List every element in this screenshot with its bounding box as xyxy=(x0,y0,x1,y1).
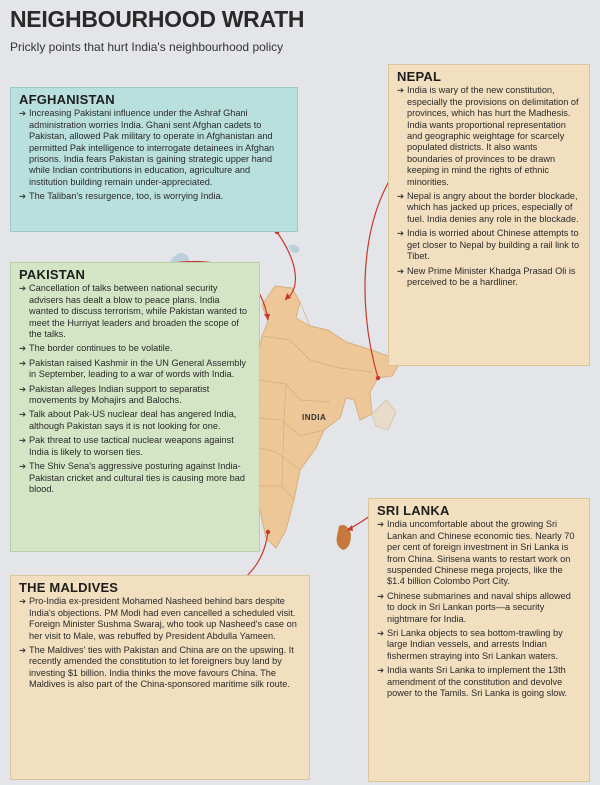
page-subtitle: Prickly points that hurt India's neighbourhood policy xyxy=(10,40,284,54)
list-item xyxy=(397,191,581,225)
arrow-right-icon: ➔ xyxy=(397,228,405,239)
list-item xyxy=(19,191,289,202)
item-text: Cancellation of talks between national security advisers has dealt a blow to peace plans. India wanted to discuss terrorism, while Pakistan wanted to meet the Hurriyat leaders and broaden the scope of the talks. xyxy=(29,283,248,340)
arrow-right-icon: ➔ xyxy=(19,343,27,354)
item-text: India wants Sri Lanka to implement the 13th amendment of the constitution and devolve power to the Tamils. Sri Lanka is going slow. xyxy=(387,665,568,699)
list-item xyxy=(19,409,251,432)
list-item xyxy=(377,519,581,587)
item-text: Sri Lanka objects to sea bottom-trawling by large Indian vessels, and arrests Indian fishermen straying into Sri Lankan waters. xyxy=(387,628,563,661)
item-text: The border continues to be volatile. xyxy=(29,343,173,354)
list-item xyxy=(19,645,301,691)
item-text: The Shiv Sena's aggressive posturing against India-Pakistan cricket and cultural ties is causing more bad blood. xyxy=(29,461,246,494)
list-item xyxy=(19,461,251,495)
item-text: Pakistan alleges Indian support to separatist movements by Mohajirs and Balochs. xyxy=(29,383,210,406)
arrow-right-icon: ➔ xyxy=(397,265,405,276)
list-item xyxy=(19,108,289,188)
item-text: The Taliban's resurgence, too, is worrying India. xyxy=(29,191,224,202)
item-text: Pakistan raised Kashmir in the UN General Assembly in September, leading to a war of words with India. xyxy=(29,357,247,380)
item-text: Increasing Pakistani influence under the Ashraf Ghani administration worries India. Ghani sent Afghan cadets to Pakistan, allowed Pak military to operate in Afghanistan and permitted Pak intelligence to interrogate detainees in Afghan prisons. India fears Pakistan is gaining strategic upper hand while Indian contributions in education, agriculture and institution building remain under-appreciated. xyxy=(29,108,275,187)
list-item xyxy=(19,384,251,407)
list-item xyxy=(19,358,251,381)
list-item xyxy=(377,628,581,662)
arrow-right-icon: ➔ xyxy=(19,645,27,656)
maldives-heading: THE MALDIVES xyxy=(19,580,119,595)
arrow-right-icon: ➔ xyxy=(19,357,27,368)
list-item xyxy=(19,596,301,642)
item-text: India is wary of the new constitution, especially the provisions on delimitation of provinces, which has hurt the Madhesis. India wants proportional representation and geographic weightage for scarcely populated districts. It also wants boundaries of provinces to be drawn keeping in mind the rights of ethnic minorities. xyxy=(407,85,579,187)
list-item xyxy=(377,665,581,699)
arrow-right-icon: ➔ xyxy=(397,85,405,96)
list-item xyxy=(19,283,251,340)
list-item xyxy=(397,228,581,262)
arrow-right-icon: ➔ xyxy=(397,191,405,202)
item-text: India uncomfortable about the growing Sri Lankan and Chinese economic ties. Nearly 70 per cent of foreign investment in Sri Lanka is from China. Sirisena wants to restart work on suspended Chinese mega projects, like the $1.4 billion Colombo Port City. xyxy=(387,519,575,587)
pakistan-box xyxy=(10,262,260,552)
afghanistan-heading: AFGHANISTAN xyxy=(19,92,115,107)
afghanistan-box xyxy=(10,87,298,232)
arrow-right-icon: ➔ xyxy=(19,435,27,446)
sri-lanka-heading: SRI LANKA xyxy=(377,503,450,518)
list-item xyxy=(397,266,581,289)
arrow-right-icon: ➔ xyxy=(377,628,385,639)
neighbour-shape xyxy=(372,400,396,430)
item-text: Talk about Pak-US nuclear deal has angered India, although Pakistan says it is not looking for one. xyxy=(29,409,237,431)
page-title: NEIGHBOURHOOD WRATH xyxy=(10,6,305,32)
item-text: India is worried about Chinese attempts to get closer to Nepal by building a rail link to Tibet. xyxy=(407,228,580,262)
arrow-right-icon: ➔ xyxy=(19,108,27,119)
item-text: Nepal is angry about the border blockade, which has jacked up prices, especially of fuel. India denies any role in the blockade. xyxy=(407,191,579,224)
india-map-label: INDIA xyxy=(302,413,327,422)
arrow-right-icon: ➔ xyxy=(377,665,385,676)
item-text: The Maldives' ties with Pakistan and China are on the upswing. It recently amended the constitution to let foreigners buy land by investing $1 billion. India thinks the move favours China. The Maldives is also part of the China-sponsored maritime silk route. xyxy=(29,645,294,690)
item-text: Chinese submarines and naval ships allowed to dock in Sri Lankan ports—a security nightmare for India. xyxy=(387,590,571,624)
arrow-right-icon: ➔ xyxy=(19,461,27,472)
arrow-right-icon: ➔ xyxy=(19,409,27,420)
nepal-heading: NEPAL xyxy=(397,69,442,84)
item-text: Pro-India ex-president Mohamed Nasheed behind bars despite India's objections. PM Modi had even cancelled a scheduled visit. Foreign Minister Sushma Swaraj, who took up Nasheed's case on her visit to Male, was rebuffed by President Abdulla Yameen. xyxy=(29,596,297,641)
list-item xyxy=(397,85,581,188)
arrow-right-icon: ➔ xyxy=(19,596,27,607)
pakistan-heading: PAKISTAN xyxy=(19,267,86,282)
list-item xyxy=(377,591,581,625)
maldives-box xyxy=(10,575,310,780)
arrow-right-icon: ➔ xyxy=(377,590,385,601)
item-text: New Prime Minister Khadga Prasad Oli is perceived to be a hardliner. xyxy=(407,265,576,287)
list-item xyxy=(19,435,251,458)
arrow-right-icon: ➔ xyxy=(19,191,27,202)
arrow-right-icon: ➔ xyxy=(19,383,27,394)
arrow-right-icon: ➔ xyxy=(377,519,385,530)
item-text: Pak threat to use tactical nuclear weapons against India is likely to worsen ties. xyxy=(29,435,234,457)
nepal-box xyxy=(388,64,590,366)
lake-shape-2 xyxy=(288,245,300,254)
arrow-right-icon: ➔ xyxy=(19,283,27,294)
list-item xyxy=(19,343,251,354)
sri-lanka-box xyxy=(368,498,590,782)
